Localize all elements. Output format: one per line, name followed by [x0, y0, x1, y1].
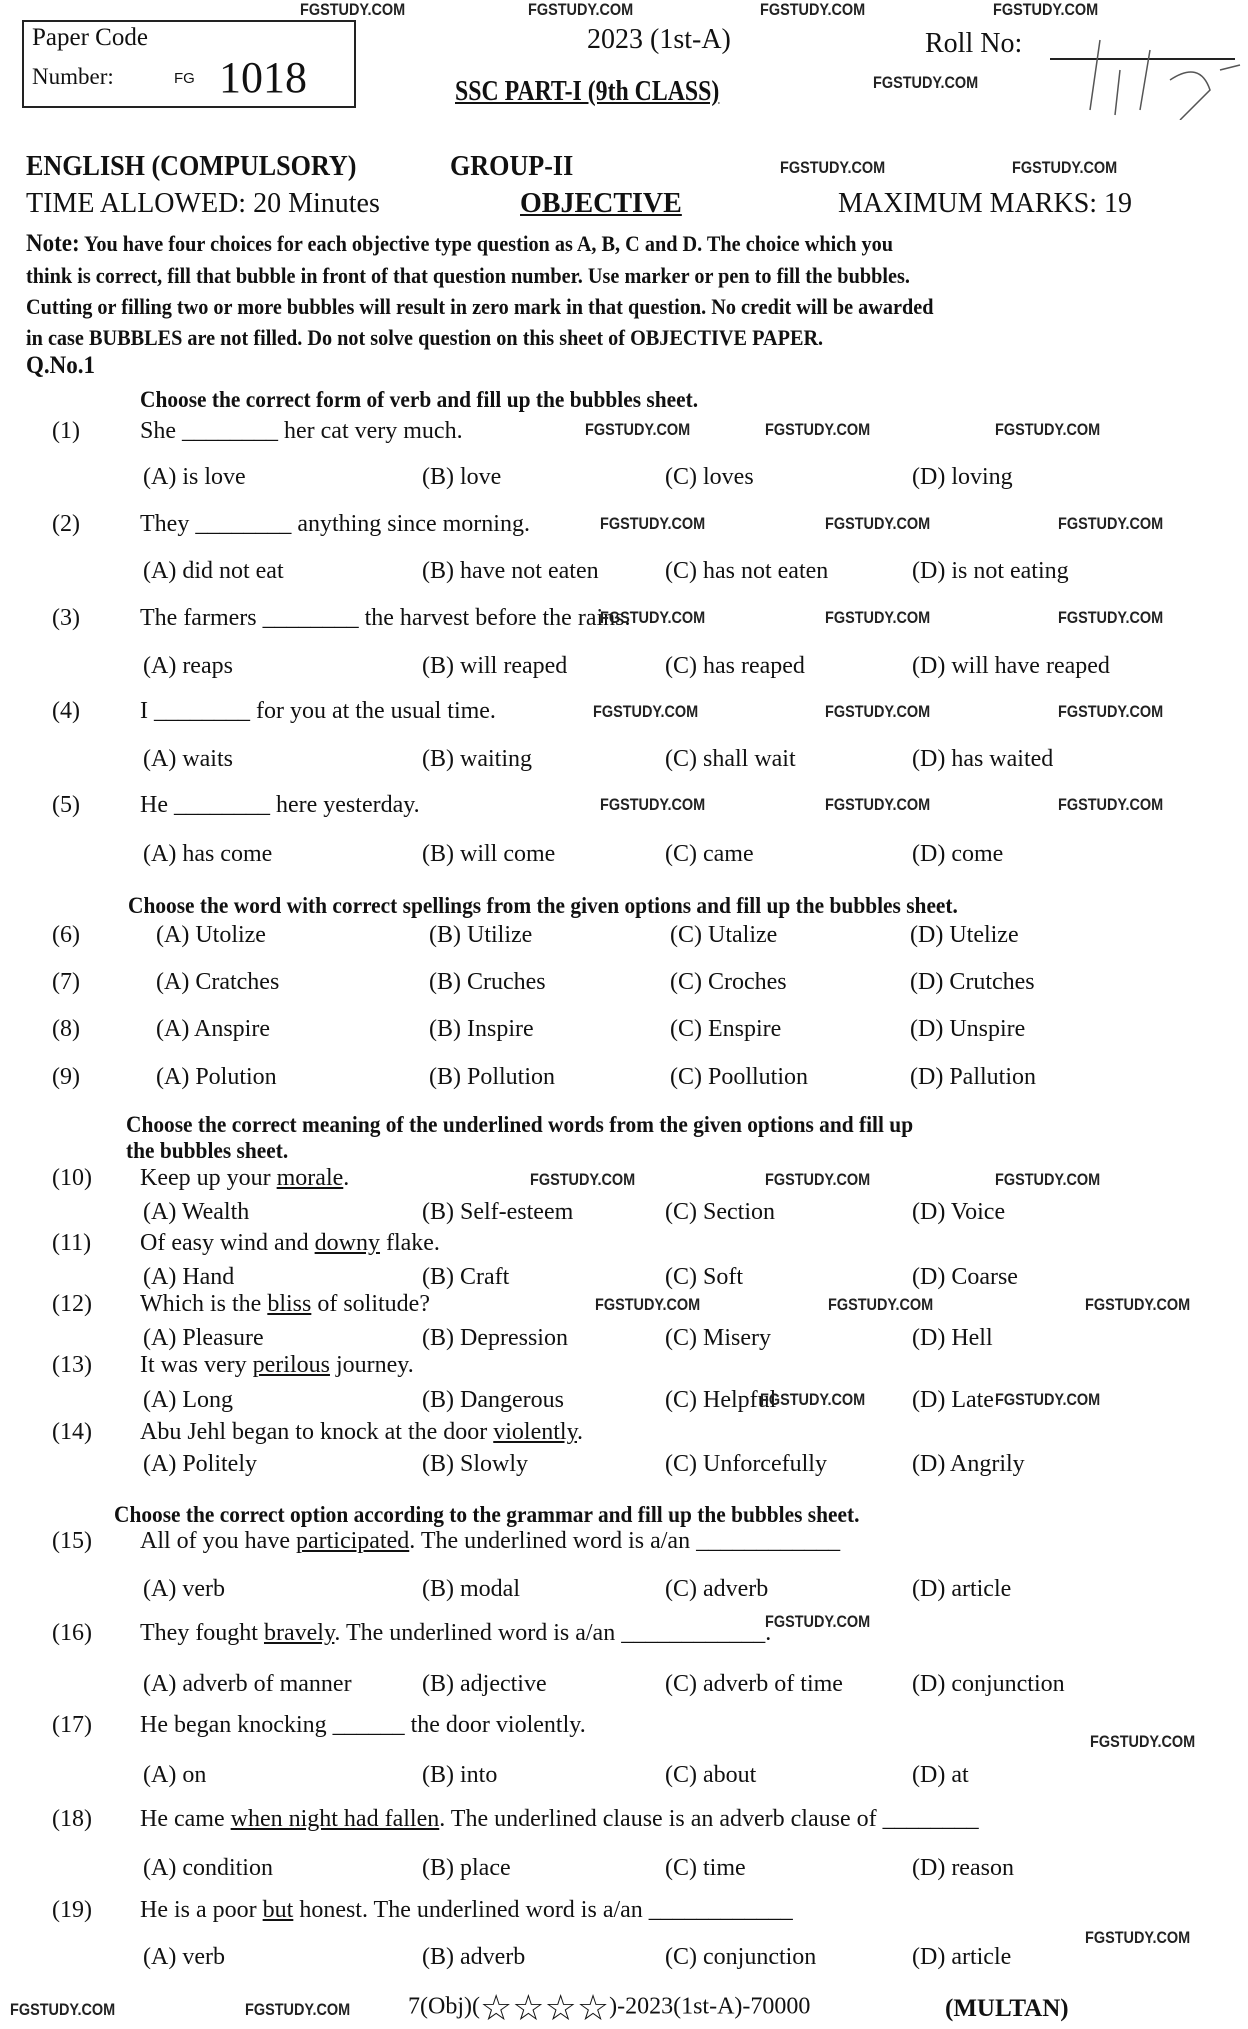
option-b[interactable]: (B) will reaped	[422, 653, 568, 679]
group-label: GROUP-II	[450, 150, 574, 182]
watermark: FGSTUDY.COM	[600, 514, 706, 533]
stem-text: They ________ anything since morning.	[140, 511, 530, 537]
watermark: FGSTUDY.COM	[995, 420, 1101, 439]
question-stem	[140, 1712, 586, 1739]
option-a[interactable]: (A) verb	[143, 1576, 225, 1602]
stem-text: . The underlined word is a/an ____________	[409, 1528, 841, 1554]
option-c[interactable]: (C) Section	[665, 1199, 775, 1225]
stem-text: flake.	[379, 1230, 440, 1256]
paper-code-value: 1018	[219, 53, 307, 102]
option-c[interactable]: (C) Enspire	[670, 1016, 782, 1042]
watermark: FGSTUDY.COM	[825, 608, 931, 627]
question-number-heading: Q.No.1	[26, 352, 95, 379]
number-label: Number:	[32, 64, 114, 89]
watermark: FGSTUDY.COM	[1058, 702, 1164, 721]
watermark: FGSTUDY.COM	[765, 1612, 871, 1631]
option-b[interactable]: (B) Dangerous	[422, 1387, 564, 1413]
question-stem	[140, 792, 420, 819]
stem-text: of solitude?	[311, 1291, 430, 1317]
question-number: (4)	[52, 698, 80, 724]
option-b[interactable]: (B) Self-esteem	[422, 1199, 574, 1225]
question-stem	[140, 1230, 440, 1257]
option-c[interactable]: (C) has reaped	[665, 653, 805, 679]
option-a[interactable]: (A) Anspire	[156, 1016, 270, 1042]
instruction-spellings: Choose the word with correct spellings from the given options and fill up the bubbles sheet.	[128, 893, 958, 918]
stem-text: They fought	[140, 1620, 264, 1646]
underlined-word: downy	[314, 1230, 380, 1256]
stem-text: . The underlined word is a/an ____________.	[334, 1620, 772, 1646]
option-a[interactable]: (A) Cratches	[156, 969, 280, 995]
option-d[interactable]: (D) reason	[912, 1855, 1014, 1881]
underlined-word: perilous	[252, 1352, 330, 1378]
option-a[interactable]: (A) has come	[143, 841, 273, 867]
option-a[interactable]: (A) Pleasure	[143, 1325, 264, 1351]
note-line-2: think is correct, fill that bubble in front of that question number. Use marker or pen to fill the bubbles.	[26, 263, 910, 288]
question-number: (15)	[52, 1528, 92, 1554]
watermark: FGSTUDY.COM	[780, 158, 886, 177]
watermark: FGSTUDY.COM	[873, 73, 979, 92]
watermark: FGSTUDY.COM	[760, 1390, 866, 1409]
option-a[interactable]: (A) Long	[143, 1387, 233, 1413]
option-c[interactable]: (C) shall wait	[665, 746, 796, 772]
option-c[interactable]: (C) Unforcefully	[665, 1451, 827, 1477]
note-label: Note:	[26, 230, 80, 257]
stem-text: Abu Jehl began to knock at the door	[140, 1419, 494, 1445]
question-number: (18)	[52, 1806, 92, 1832]
class-title: SSC PART-I (9th CLASS)	[455, 76, 720, 107]
option-c[interactable]: (C) Utalize	[670, 922, 778, 948]
option-d[interactable]: (D) has waited	[912, 746, 1054, 772]
option-d[interactable]: (D) loving	[912, 464, 1013, 490]
watermark: FGSTUDY.COM	[530, 1170, 636, 1189]
option-c[interactable]: (C) loves	[665, 464, 754, 490]
subject-title: ENGLISH (COMPULSORY)	[26, 150, 357, 182]
watermark: FGSTUDY.COM	[528, 0, 634, 19]
option-d[interactable]: (D) conjunction	[912, 1671, 1065, 1697]
option-d[interactable]: (D) article	[912, 1576, 1012, 1602]
time-allowed: TIME ALLOWED: 20 Minutes	[26, 188, 380, 219]
option-a[interactable]: (A) reaps	[143, 653, 233, 679]
question-number: (10)	[52, 1165, 92, 1191]
underlined-word: violently	[493, 1419, 578, 1445]
option-a[interactable]: (A) condition	[143, 1855, 273, 1881]
option-c[interactable]: (C) has not eaten	[665, 558, 829, 584]
footer-city: (MULTAN)	[945, 1995, 1069, 2022]
stem-text: Which is the	[140, 1291, 268, 1317]
stem-text: .	[343, 1165, 350, 1191]
option-d[interactable]: (D) is not eating	[912, 558, 1069, 584]
watermark: FGSTUDY.COM	[1058, 608, 1164, 627]
option-d[interactable]: (D) come	[912, 841, 1004, 867]
option-d[interactable]: (D) Angrily	[912, 1451, 1025, 1477]
option-a[interactable]: (A) did not eat	[143, 558, 284, 584]
question-number: (9)	[52, 1064, 80, 1090]
question-stem	[140, 1165, 349, 1192]
option-c[interactable]: (C) Poollution	[670, 1064, 809, 1090]
option-d[interactable]: (D) article	[912, 1944, 1012, 1970]
option-d[interactable]: (D) Hell	[912, 1325, 993, 1351]
note-text: You have four choices for each objective type question as A, B, C and D. The choice which you	[83, 231, 894, 256]
watermark: FGSTUDY.COM	[995, 1170, 1101, 1189]
option-a[interactable]: (A) adverb of manner	[143, 1671, 352, 1697]
question-number: (8)	[52, 1016, 80, 1042]
question-number: (13)	[52, 1352, 92, 1378]
watermark: FGSTUDY.COM	[585, 420, 691, 439]
option-d[interactable]: (D) Utelize	[910, 922, 1019, 948]
question-stem	[140, 511, 530, 538]
option-b[interactable]: (B) adjective	[422, 1671, 547, 1697]
note-line-4: in case BUBBLES are not filled. Do not solve question on this sheet of OBJECTIVE PAPER.	[26, 325, 824, 350]
watermark: FGSTUDY.COM	[1085, 1928, 1191, 1947]
question-number: (7)	[52, 969, 80, 995]
question-number: (16)	[52, 1620, 92, 1646]
section-title: OBJECTIVE	[520, 188, 682, 219]
option-d[interactable]: (D) will have reaped	[912, 653, 1110, 679]
question-stem	[140, 1620, 771, 1647]
question-number: (17)	[52, 1712, 92, 1738]
option-c[interactable]: (C) Croches	[670, 969, 787, 995]
stem-text: She ________ her cat very much.	[140, 418, 463, 444]
option-b[interactable]: (B) will come	[422, 841, 556, 867]
stem-text: honest. The underlined word is a/an ____________	[293, 1897, 793, 1923]
paper-code-prefix: FG	[174, 70, 195, 87]
question-number: (5)	[52, 792, 80, 818]
paper-code-label: Paper Code	[32, 24, 148, 51]
maximum-marks: MAXIMUM MARKS: 19	[838, 188, 1133, 219]
option-b[interactable]: (B) have not eaten	[422, 558, 599, 584]
option-a[interactable]: (A) verb	[143, 1944, 225, 1970]
option-a[interactable]: (A) waits	[143, 746, 233, 772]
star-icon: ☆	[544, 1988, 577, 2028]
option-b[interactable]: (B) place	[422, 1855, 511, 1881]
stem-text: He began knocking ______ the door violently.	[140, 1712, 586, 1738]
question-stem	[140, 1897, 793, 1924]
watermark: FGSTUDY.COM	[1058, 514, 1164, 533]
watermark: FGSTUDY.COM	[600, 608, 706, 627]
footer-paper-code	[408, 1990, 810, 2026]
stem-text: He is a poor	[140, 1897, 263, 1923]
question-stem	[140, 1806, 979, 1833]
watermark: FGSTUDY.COM	[993, 0, 1099, 19]
option-c[interactable]: (C) adverb of time	[665, 1671, 843, 1697]
instruction-meanings: Choose the correct meaning of the underlined words from the given options and fill up	[126, 1112, 914, 1137]
paper-code-box	[22, 20, 356, 108]
stem-text: All of you have	[140, 1528, 296, 1554]
watermark: FGSTUDY.COM	[300, 0, 406, 19]
option-c[interactable]: (C) time	[665, 1855, 746, 1881]
option-d[interactable]: (D) Crutches	[910, 969, 1035, 995]
stem-text: .	[577, 1419, 584, 1445]
option-d[interactable]: (D) Voice	[912, 1199, 1006, 1225]
underlined-word: but	[262, 1897, 294, 1923]
option-a[interactable]: (A) Polution	[156, 1064, 277, 1090]
stem-text: journey.	[329, 1352, 414, 1378]
watermark: FGSTUDY.COM	[593, 702, 699, 721]
underlined-word: morale	[276, 1165, 344, 1191]
stem-text: . The underlined clause is an adverb clause of ________	[439, 1806, 979, 1832]
option-b[interactable]: (B) waiting	[422, 746, 532, 772]
option-c[interactable]: (C) Misery	[665, 1325, 771, 1351]
handwritten-roll-number	[1060, 30, 1248, 120]
watermark: FGSTUDY.COM	[1090, 1732, 1196, 1751]
option-c[interactable]: (C) conjunction	[665, 1944, 817, 1970]
watermark: FGSTUDY.COM	[765, 1170, 871, 1189]
question-stem	[140, 698, 496, 725]
question-stem	[140, 1352, 414, 1379]
question-stem	[140, 605, 631, 632]
watermark: FGSTUDY.COM	[595, 1295, 701, 1314]
watermark: FGSTUDY.COM	[828, 1295, 934, 1314]
question-number: (3)	[52, 605, 80, 631]
watermark: FGSTUDY.COM	[760, 0, 866, 19]
footer-watermark: FGSTUDY.COM	[10, 2000, 116, 2019]
question-number: (11)	[52, 1230, 92, 1256]
underlined-word: bliss	[267, 1291, 312, 1317]
option-b[interactable]: (B) Cruches	[429, 969, 546, 995]
option-a[interactable]: (A) Utolize	[156, 922, 266, 948]
option-c[interactable]: (C) Soft	[665, 1264, 743, 1290]
option-c[interactable]: (C) Helpful	[665, 1387, 777, 1413]
question-number: (12)	[52, 1291, 92, 1317]
roll-no-label: Roll No:	[925, 28, 1023, 59]
option-c[interactable]: (C) came	[665, 841, 754, 867]
option-b[interactable]: (B) love	[422, 464, 502, 490]
question-number: (2)	[52, 511, 80, 537]
star-icon: ☆	[512, 1988, 545, 2028]
stem-text: It was very	[140, 1352, 253, 1378]
stem-text: Of easy wind and	[140, 1230, 315, 1256]
question-stem	[140, 1528, 840, 1555]
option-c[interactable]: (C) about	[665, 1762, 757, 1788]
underlined-word: bravely	[263, 1620, 335, 1646]
instruction-meanings-cont: the bubbles sheet.	[126, 1138, 289, 1163]
stem-text: I ________ for you at the usual time.	[140, 698, 496, 724]
star-icon: ☆	[576, 1988, 610, 2028]
watermark: FGSTUDY.COM	[765, 420, 871, 439]
option-a[interactable]: (A) on	[143, 1762, 207, 1788]
option-b[interactable]: (B) Inspire	[429, 1016, 534, 1042]
watermark: FGSTUDY.COM	[995, 1390, 1101, 1409]
underlined-word: participated	[295, 1528, 410, 1554]
note-line-1	[26, 230, 893, 258]
underlined-word: when night had fallen	[230, 1806, 440, 1832]
footer-watermark: FGSTUDY.COM	[245, 2000, 351, 2019]
watermark: FGSTUDY.COM	[1085, 1295, 1191, 1314]
option-d[interactable]: (D) Late	[912, 1387, 994, 1413]
watermark: FGSTUDY.COM	[1012, 158, 1118, 177]
option-b[interactable]: (B) modal	[422, 1576, 520, 1602]
stem-text: The farmers ________ the harvest before the rains.	[140, 605, 631, 631]
option-d[interactable]: (D) at	[912, 1762, 969, 1788]
year-session: 2023 (1st-A)	[587, 24, 731, 55]
option-d[interactable]: (D) Pallution	[910, 1064, 1036, 1090]
option-a[interactable]: (A) Politely	[143, 1451, 257, 1477]
option-a[interactable]: (A) Hand	[143, 1264, 235, 1290]
footer-code-suffix: )-2023(1st-A)-70000	[609, 1993, 811, 2020]
stem-text: He came	[140, 1806, 231, 1832]
question-stem	[140, 1291, 430, 1318]
option-b[interactable]: (B) into	[422, 1762, 498, 1788]
question-stem	[140, 418, 463, 445]
watermark: FGSTUDY.COM	[825, 702, 931, 721]
instruction-grammar: Choose the correct option according to the grammar and fill up the bubbles sheet.	[114, 1502, 860, 1527]
option-b[interactable]: (B) Pollution	[429, 1064, 556, 1090]
watermark: FGSTUDY.COM	[1058, 795, 1164, 814]
option-c[interactable]: (C) adverb	[665, 1576, 769, 1602]
option-b[interactable]: (B) Depression	[422, 1325, 568, 1351]
footer-code-prefix: 7(Obj)(	[408, 1993, 480, 2020]
question-number: (1)	[52, 418, 80, 444]
watermark: FGSTUDY.COM	[600, 795, 706, 814]
watermark: FGSTUDY.COM	[825, 795, 931, 814]
note-line-3: Cutting or filling two or more bubbles will result in zero mark in that question. No credit will be awarded	[26, 294, 934, 319]
option-a[interactable]: (A) is love	[143, 464, 246, 490]
option-d[interactable]: (D) Coarse	[912, 1264, 1018, 1290]
option-b[interactable]: (B) Craft	[422, 1264, 510, 1290]
question-number: (14)	[52, 1419, 92, 1445]
stem-text: He ________ here yesterday.	[140, 792, 420, 818]
option-b[interactable]: (B) adverb	[422, 1944, 526, 1970]
star-icon: ☆	[479, 1988, 513, 2028]
option-b[interactable]: (B) Slowly	[422, 1451, 529, 1477]
question-stem	[140, 1419, 583, 1446]
stem-text: Keep up your	[140, 1165, 277, 1191]
watermark: FGSTUDY.COM	[825, 514, 931, 533]
question-number: (19)	[52, 1897, 92, 1923]
question-number: (6)	[52, 922, 80, 948]
instruction-verbs: Choose the correct form of verb and fill up the bubbles sheet.	[140, 387, 699, 412]
option-b[interactable]: (B) Utilize	[429, 922, 533, 948]
option-d[interactable]: (D) Unspire	[910, 1016, 1026, 1042]
option-a[interactable]: (A) Wealth	[143, 1199, 250, 1225]
